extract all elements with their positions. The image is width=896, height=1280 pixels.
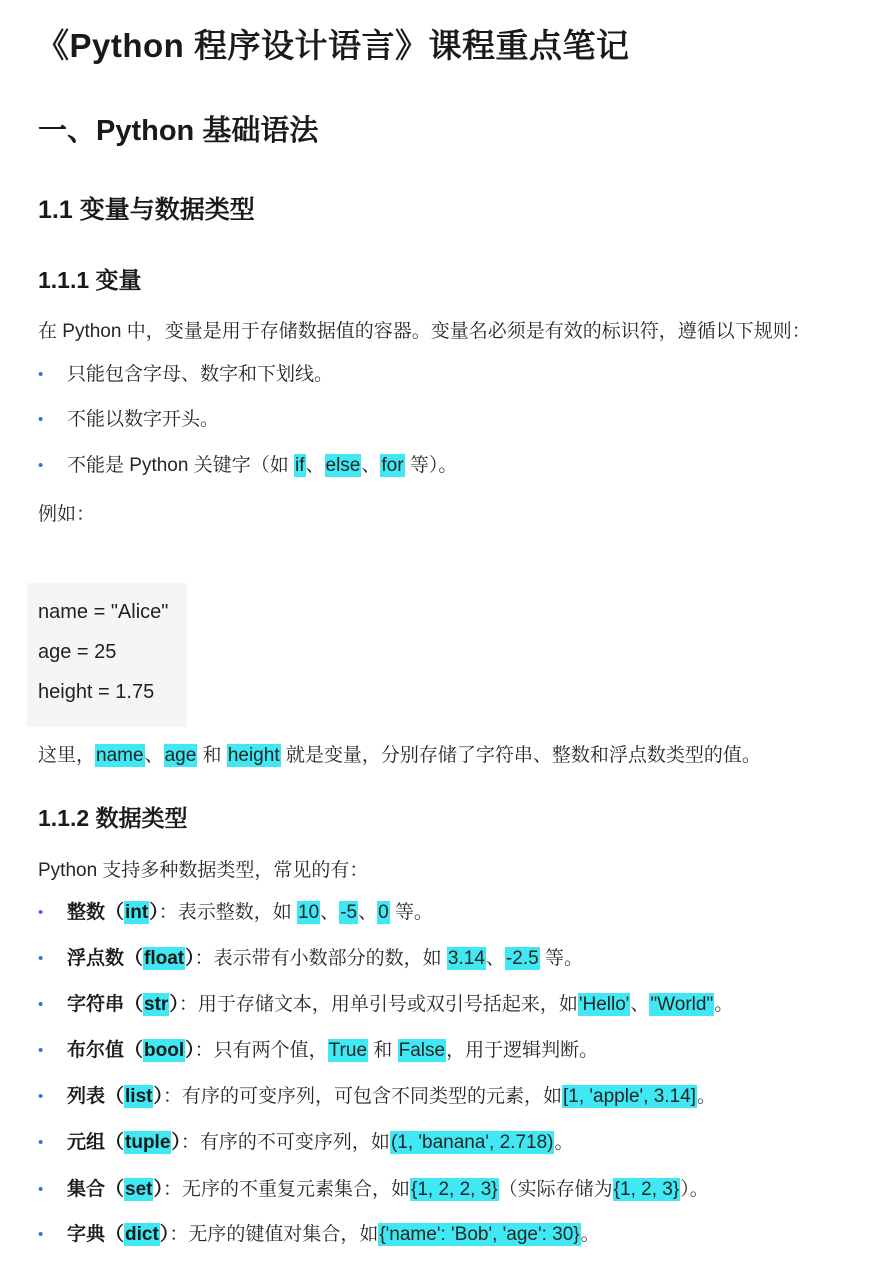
type-text bbox=[67, 1084, 716, 1110]
type-keyword: bool bbox=[144, 1040, 185, 1061]
bullet-icon: • bbox=[38, 457, 44, 474]
example-value: 0 bbox=[378, 902, 389, 923]
example-value: -2.5 bbox=[505, 948, 539, 969]
subsubsection-heading-data-types: 1.1.2 数据类型 bbox=[38, 805, 188, 831]
type-description: ：只有两个值， bbox=[194, 1040, 328, 1061]
example-value: False bbox=[398, 1040, 446, 1061]
separator: 、 bbox=[305, 455, 325, 476]
rule-text: 不能以数字开头。 bbox=[67, 409, 220, 430]
example-value: {'name': 'Bob', 'age': 30} bbox=[379, 1224, 580, 1245]
bullet-icon: • bbox=[38, 1088, 44, 1105]
bullet-icon: • bbox=[38, 950, 44, 967]
type-text bbox=[67, 1177, 709, 1203]
text-part: 等。 bbox=[539, 948, 583, 969]
text-part: 。 bbox=[714, 994, 734, 1015]
type-name-part: 整数（ bbox=[67, 902, 125, 923]
type-name-part: ） bbox=[185, 948, 195, 969]
example-value: {1, 2, 3} bbox=[613, 1179, 680, 1200]
separator: 、 bbox=[144, 745, 164, 766]
keyword-if: if bbox=[295, 455, 305, 476]
text-part: 。 bbox=[554, 1132, 574, 1153]
type-name-part: 列表（ bbox=[67, 1086, 125, 1107]
example-value: 3.14 bbox=[447, 948, 485, 969]
type-text bbox=[67, 1038, 598, 1064]
type-name bbox=[67, 1223, 169, 1246]
type-name-part: ） bbox=[153, 1179, 163, 1200]
bullet-icon: • bbox=[38, 1134, 44, 1151]
text-part: ）。 bbox=[680, 1179, 709, 1200]
separator: 和 bbox=[197, 745, 227, 766]
type-name-part: ） bbox=[169, 994, 179, 1015]
text-part: 。 bbox=[696, 1086, 716, 1107]
text-part: 等。 bbox=[389, 902, 433, 923]
example-value: -5 bbox=[340, 902, 358, 923]
type-name bbox=[67, 901, 159, 924]
rule-text: 只能包含字母、数字和下划线。 bbox=[67, 364, 334, 385]
code-line: name = "Alice" bbox=[38, 601, 169, 623]
type-name-part: ） bbox=[159, 1224, 170, 1245]
example-label: 例如： bbox=[38, 504, 96, 525]
type-name bbox=[67, 1178, 163, 1201]
type-name-part: ） bbox=[153, 1086, 163, 1107]
rule-text bbox=[67, 453, 457, 479]
type-name-part: 布尔值（ bbox=[67, 1040, 144, 1061]
type-text bbox=[67, 992, 733, 1018]
type-name-part: 集合（ bbox=[67, 1179, 125, 1200]
bullet-icon: • bbox=[38, 1181, 44, 1198]
bullet-icon: • bbox=[38, 1042, 44, 1059]
example-value: "World" bbox=[650, 994, 714, 1015]
type-description: ：无序的键值对集合，如 bbox=[169, 1224, 379, 1245]
type-description: ：有序的可变序列，可包含不同类型的元素，如 bbox=[162, 1086, 562, 1107]
separator: 、 bbox=[361, 455, 381, 476]
text-part: ，用于逻辑判断。 bbox=[446, 1040, 599, 1061]
bullet-icon: • bbox=[38, 996, 44, 1013]
keyword-else: else bbox=[325, 455, 361, 476]
type-text bbox=[67, 946, 583, 972]
type-description: ：用于存储文本，用单引号或双引号括起来，如 bbox=[178, 994, 578, 1015]
separator: 和 bbox=[368, 1040, 398, 1061]
type-keyword: dict bbox=[125, 1224, 159, 1245]
type-keyword: str bbox=[144, 994, 169, 1015]
type-name-part: 字符串（ bbox=[67, 994, 144, 1015]
type-name-part: 元组（ bbox=[67, 1132, 125, 1153]
type-name-part: ） bbox=[185, 1040, 195, 1061]
separator: 、 bbox=[485, 948, 505, 969]
type-name bbox=[67, 947, 195, 970]
type-text bbox=[67, 1130, 574, 1156]
rule-text-part: 等）。 bbox=[404, 455, 458, 476]
bullet-icon: • bbox=[38, 904, 44, 921]
type-name-part: 浮点数（ bbox=[67, 948, 144, 969]
document-title: 《Python 程序设计语言》课程重点笔记 bbox=[36, 27, 630, 64]
example-value: 'Hello' bbox=[578, 994, 630, 1015]
var-name: name bbox=[96, 745, 144, 766]
example-value: 10 bbox=[298, 902, 320, 923]
variables-explanation bbox=[38, 740, 761, 767]
type-name-part: ） bbox=[171, 1132, 181, 1153]
text-part: 就是变量，分别存储了字符串、整数和浮点数类型的值。 bbox=[280, 745, 761, 766]
type-name bbox=[67, 1085, 163, 1108]
section-heading-basic-syntax: 一、Python 基础语法 bbox=[38, 115, 319, 147]
type-keyword: list bbox=[125, 1086, 153, 1107]
data-types-intro: Python 支持多种数据类型，常见的有： bbox=[38, 860, 369, 881]
type-description: ：表示带有小数部分的数，如 bbox=[194, 948, 447, 969]
type-text bbox=[67, 900, 433, 926]
type-description: ：无序的不重复元素集合，如 bbox=[163, 1179, 411, 1200]
subsubsection-heading-variables: 1.1.1 变量 bbox=[38, 267, 142, 293]
type-description: ：表示整数，如 bbox=[158, 902, 298, 923]
type-description: ：有序的不可变序列，如 bbox=[180, 1132, 390, 1153]
text-part: 这里， bbox=[38, 745, 96, 766]
var-age: age bbox=[164, 745, 197, 766]
type-name bbox=[67, 1131, 181, 1154]
code-line: age = 25 bbox=[38, 641, 117, 663]
type-name bbox=[67, 993, 179, 1016]
type-keyword: tuple bbox=[125, 1132, 171, 1153]
code-line: height = 1.75 bbox=[38, 681, 155, 703]
separator: 、 bbox=[630, 994, 650, 1015]
keyword-for: for bbox=[381, 455, 404, 476]
type-name-part: ） bbox=[149, 902, 159, 923]
example-value: [1, 'apple', 3.14] bbox=[563, 1086, 696, 1107]
type-keyword: set bbox=[125, 1179, 153, 1200]
type-keyword: int bbox=[125, 902, 149, 923]
rule-text-part: 不能是 Python 关键字（如 bbox=[67, 455, 294, 476]
text-part: （实际存储为 bbox=[498, 1179, 613, 1200]
type-text bbox=[67, 1222, 600, 1248]
type-keyword: float bbox=[144, 948, 185, 969]
separator: 、 bbox=[358, 902, 378, 923]
bullet-icon: • bbox=[38, 1226, 44, 1243]
example-value: {1, 2, 2, 3} bbox=[411, 1179, 498, 1200]
var-height: height bbox=[227, 745, 280, 766]
text-part: 。 bbox=[580, 1224, 600, 1245]
bullet-icon: • bbox=[38, 411, 44, 428]
type-name-part: 字典（ bbox=[67, 1224, 125, 1245]
type-name bbox=[67, 1039, 195, 1062]
subsection-heading-variables-types: 1.1 变量与数据类型 bbox=[38, 196, 255, 224]
code-block bbox=[27, 583, 187, 727]
example-value: True bbox=[328, 1040, 368, 1061]
separator: 、 bbox=[320, 902, 340, 923]
variables-intro-paragraph: 在 Python 中，变量是用于存储数据值的容器。变量名必须是有效的标识符，遵循以下规则： bbox=[38, 321, 811, 342]
bullet-icon: • bbox=[38, 366, 44, 383]
example-value: (1, 'banana', 2.718) bbox=[390, 1132, 554, 1153]
